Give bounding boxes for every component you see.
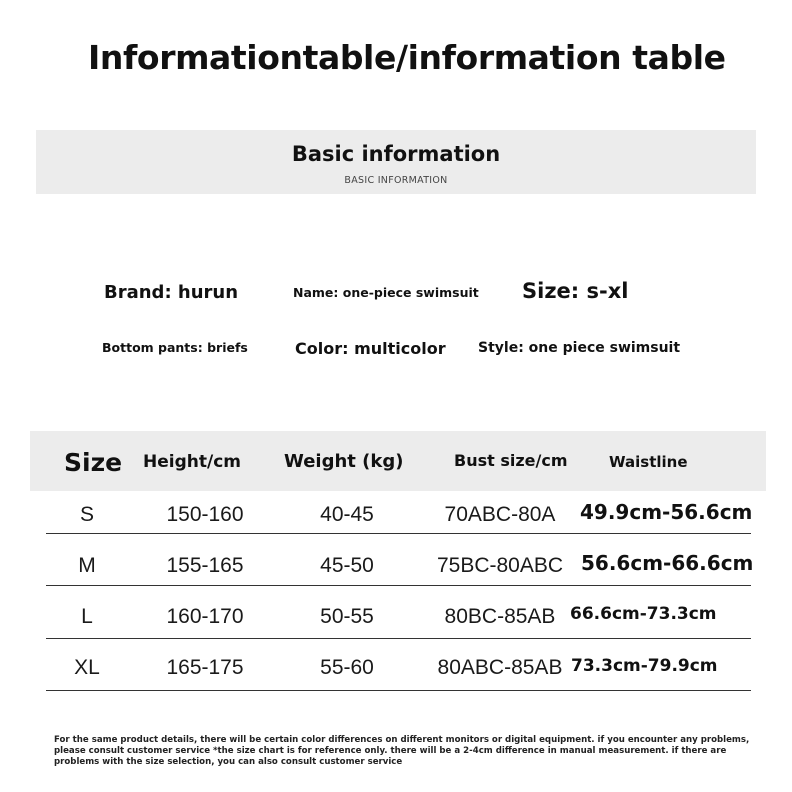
cell-bust: 80BC-85AB [444, 605, 556, 628]
cell-waistline: 73.3cm-79.9cm [571, 656, 718, 676]
size-range-info: Size: s-xl [522, 279, 629, 303]
cell-bust: 80ABC-85AB [437, 656, 563, 679]
row-divider [46, 690, 751, 691]
header-bust: Bust size/cm [454, 451, 568, 470]
cell-weight: 55-60 [320, 656, 374, 679]
cell-weight: 50-55 [320, 605, 374, 628]
cell-bust: 70ABC-80A [444, 503, 556, 526]
header-height: Height/cm [143, 452, 241, 472]
header-weight: Weight (kg) [284, 451, 404, 472]
row-divider [46, 533, 751, 534]
bottom-pants-info: Bottom pants: briefs [102, 340, 248, 355]
cell-height: 150-160 [166, 503, 244, 526]
row-divider [46, 638, 751, 639]
name-info: Name: one-piece swimsuit [293, 285, 479, 300]
header-waistline: Waistline [609, 453, 688, 471]
style-info: Style: one piece swimsuit [478, 340, 681, 356]
cell-size: M [78, 554, 96, 577]
row-divider [46, 585, 751, 586]
cell-height: 165-175 [166, 656, 244, 679]
cell-weight: 40-45 [320, 503, 374, 526]
cell-height: 160-170 [166, 605, 244, 628]
cell-height: 155-165 [166, 554, 244, 577]
cell-weight: 45-50 [320, 554, 374, 577]
basic-info-title: Basic information [291, 142, 501, 166]
page-title: Informationtable/information table [88, 38, 726, 77]
disclaimer-footnote: For the same product details, there will be certain color differences on different monitors or digital equipment. if you encounter any problems, please consult customer service *the size chart is for reference only. there will be a 2-4cm difference in manual measurement. if there are problems with the size selection, you can also consult customer service [54, 735, 750, 767]
cell-size: XL [74, 656, 100, 679]
cell-waistline: 56.6cm-66.6cm [581, 551, 754, 575]
brand-info: Brand: hurun [104, 282, 239, 303]
cell-waistline: 49.9cm-56.6cm [580, 500, 753, 524]
header-size: Size [64, 448, 123, 477]
cell-waistline: 66.6cm-73.3cm [570, 604, 717, 624]
cell-size: L [81, 605, 93, 628]
cell-size: S [79, 503, 95, 526]
basic-info-subtitle: BASIC INFORMATION [344, 175, 448, 186]
color-info: Color: multicolor [295, 339, 446, 358]
cell-bust: 75BC-80ABC [436, 554, 564, 577]
